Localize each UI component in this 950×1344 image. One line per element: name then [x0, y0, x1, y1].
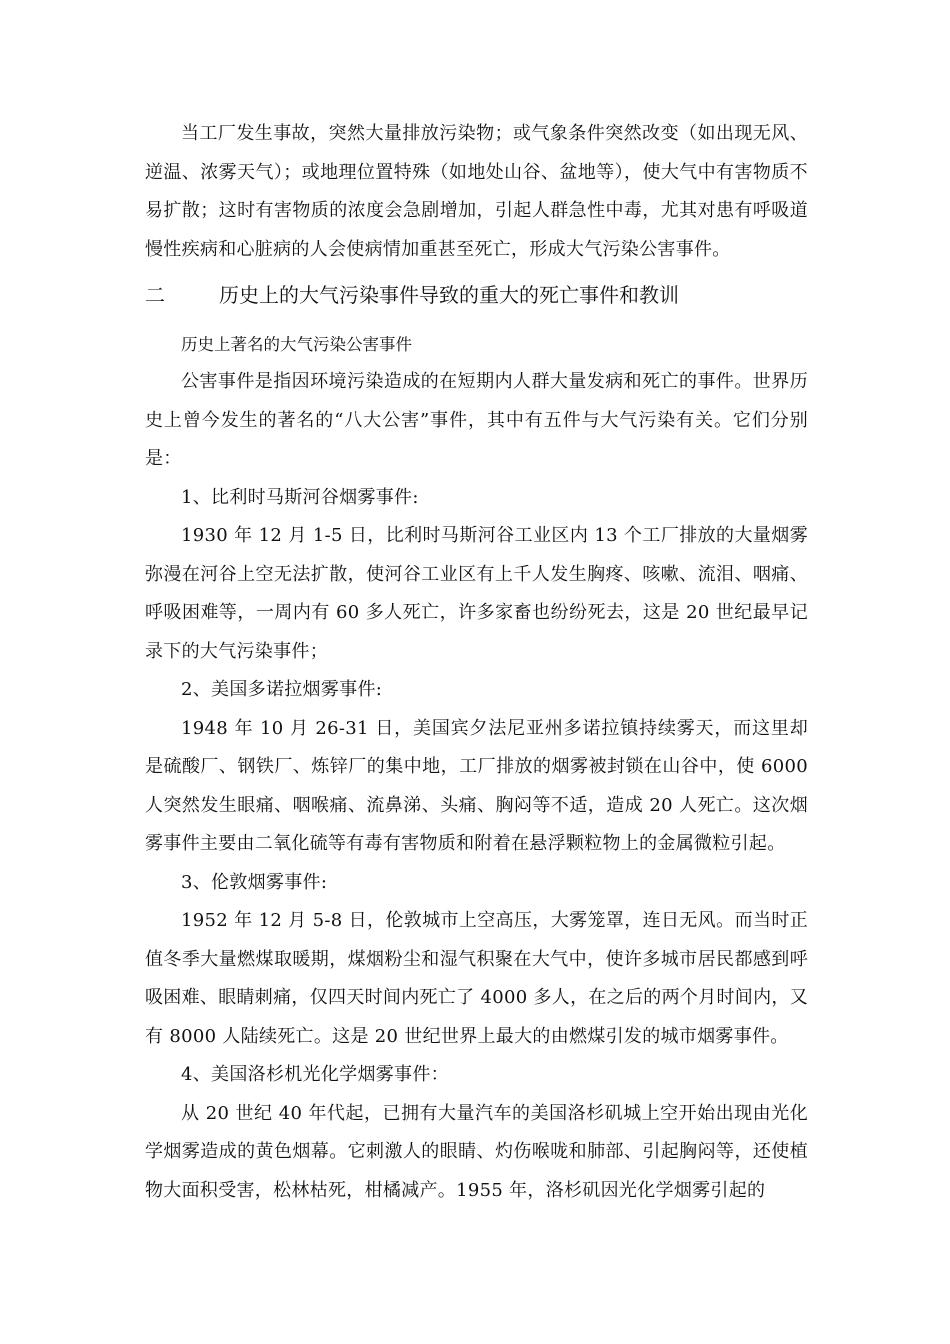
body-text — [145, 363, 808, 1210]
item-heading-donora: 2、美国多诺拉烟雾事件: — [181, 679, 383, 700]
paragraph-los-angeles: 从 20 世纪 40 年代起，已拥有大量汽车的美国洛杉矶城上空开始出现由光化学烟雾造成的黄色烟幕。它刺激人的眼睛、灼伤喉咙和肺部、引起胸闷等，还使植物大面积受害，松林枯死，柑橘减产。1955 年，洛杉矶因光化学烟雾引起的 — [145, 1102, 808, 1201]
item-heading-meuse: 1、比利时马斯河谷烟雾事件: — [181, 486, 419, 508]
paragraph-donora: 1948 年 10 月 26-31 日，美国宾夕法尼亚州多诺拉镇持续雾天，而这里却是硫酸厂、钢铁厂、炼锌厂的集中地，工厂排放的烟雾被封锁在山谷中，使 6000 人突然发生眼痛、咽喉痛、流鼻涕、头痛、胸闷等不适，造成 20 人死亡。这次烟雾事件主要由二氧化硫等有毒有害物质和附着在悬浮颗粒物上的金属微粒引起。 — [145, 717, 808, 854]
subsection-heading: 历史上著名的大气污染公害事件 — [181, 335, 412, 354]
paragraph-definition: 公害事件是指因环境污染造成的在短期内人群大量发病和死亡的事件。世界历史上曾今发生的著名的“八大公害”事件，其中有五件与大气污染有关。它们分别是： — [145, 371, 808, 469]
section-heading — [145, 276, 808, 314]
paragraph-meuse: 1930 年 12 月 1-5 日，比利时马斯河谷工业区内 13 个工厂排放的大量烟雾弥漫在河谷上空无法扩散，使河谷工业区有上千人发生胸疼、咳嗽、流泪、咽痛、呼吸困难等，一周内有 60 多人死亡，许多家畜也纷纷死去，这是 20 世纪最早记录下的大气污染事件； — [145, 525, 808, 662]
item-heading-london: 3、伦敦烟雾事件: — [181, 871, 328, 893]
item-heading-los-angeles: 4、美国洛杉机光化学烟雾事件： — [181, 1064, 449, 1085]
intro-block — [145, 115, 808, 269]
intro-paragraph: 当工厂发生事故，突然大量排放污染物；或气象条件突然改变（如出现无风、逆温、浓雾天气）；或地理位置特殊（如地处山谷、盆地等），使大气中有害物质不易扩散；这时有害物质的浓度会急剧增加，引起人群急性中毒，尤其对患有呼吸道慢性疾病和心脏病的人会使病情加重甚至死亡，形成大气污染公害事件。 — [145, 123, 808, 260]
section-title: 历史上的大气污染事件导致的重大的死亡事件和教训 — [219, 283, 679, 307]
section-number: 二 — [145, 283, 165, 307]
paragraph-london: 1952 年 12 月 5-8 日，伦敦城市上空高压，大雾笼罩，连日无风。而当时正值冬季大量燃煤取暖期，煤烟粉尘和湿气积聚在大气中，使许多城市居民都感到呼吸困难、眼睛刺痛，仅四天时间内死亡了 4000 多人，在之后的两个月时间内，又有 8000 人陆续死亡。这是 20 世纪世界上最大的由燃煤引发的城市烟雾事件。 — [145, 910, 808, 1047]
